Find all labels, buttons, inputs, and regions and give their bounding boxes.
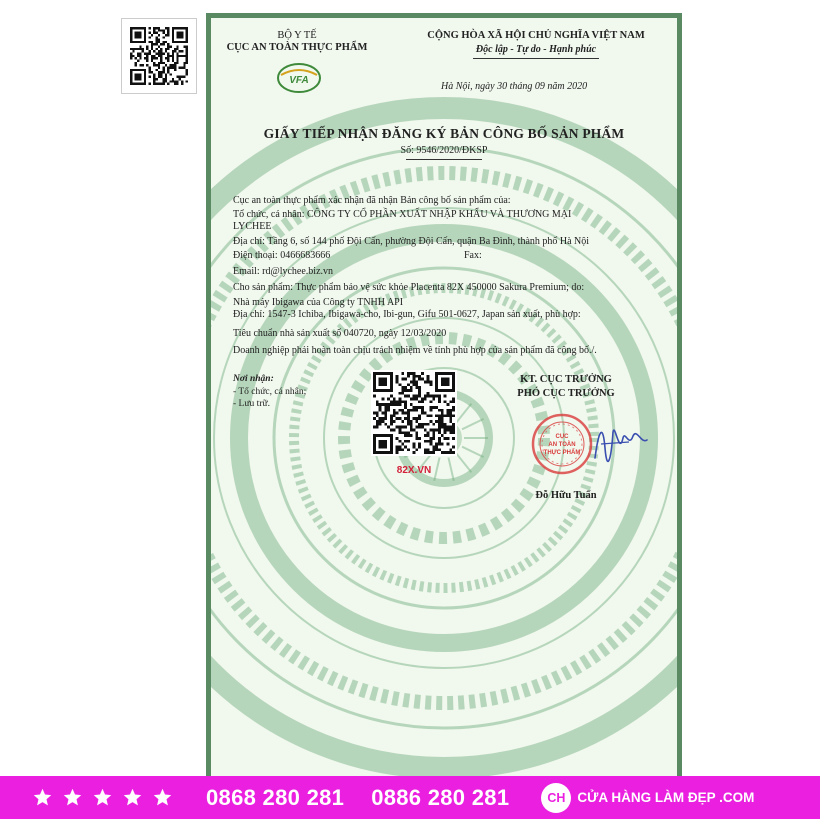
signer-position-2: PHÓ CỤC TRƯỞNG — [517, 388, 615, 399]
body-line: Email: rd@lychee.biz.vn — [233, 266, 334, 277]
nation-name: CỘNG HÒA XÃ HỘI CHỦ NGHĨA VIỆT NAM — [427, 30, 645, 41]
body-line: Cho sản phẩm: Thực phẩm bảo vệ sức khỏe Placenta 82X 450000 Sakura Premium; do: — [233, 282, 585, 293]
star-icon — [92, 787, 113, 808]
brand-name: CỬA HÀNG LÀM ĐẸP .COM — [577, 790, 755, 805]
recipient-item: - Tổ chức, cá nhân; — [233, 387, 307, 397]
qr-code-large — [371, 370, 457, 456]
ministry-name: BỘ Y TẾ — [277, 30, 317, 41]
star-icon — [32, 787, 53, 808]
motto-underline — [473, 58, 599, 59]
vfa-logo-text: VFA — [289, 75, 309, 86]
recipient-item: - Lưu trữ. — [233, 399, 270, 409]
signer-name: Đỗ Hữu Tuấn — [535, 490, 597, 501]
recipients-title: Nơi nhận: — [233, 374, 274, 384]
star-icon — [122, 787, 143, 808]
brand-logo-icon: CH — [541, 783, 571, 813]
body-line: LYCHEE — [233, 221, 272, 232]
phone-number-1[interactable]: 0868 280 281 — [206, 784, 345, 810]
star-icon — [152, 787, 173, 808]
store-brand[interactable] — [541, 783, 754, 813]
body-line: Nhà máy Ibigawa của Công ty TNHH API — [233, 297, 404, 308]
official-stamp — [531, 413, 593, 475]
national-motto: Độc lập - Tự do - Hạnh phúc — [475, 44, 597, 55]
document-number: Số: 9546/2020/ĐKSP — [400, 145, 488, 156]
vfa-logo — [277, 63, 321, 93]
title-underline — [406, 159, 482, 160]
handwritten-signature — [589, 418, 651, 466]
document-title: GIẤY TIẾP NHẬN ĐĂNG KÝ BẢN CÔNG BỐ SẢN PHẨM — [263, 126, 625, 141]
rating-stars — [32, 787, 173, 808]
contact-bar — [0, 776, 820, 819]
certificate-document — [206, 13, 682, 783]
body-line: Cục an toàn thực phẩm xác nhận đã nhận Bản công bố sản phẩm của: — [233, 195, 511, 206]
body-line: Địa chỉ: 1547-3 Ichiba, Ibigawa-cho, Ibi-gun, Gifu 501-0627, Japan sản xuất, phù hợp: — [233, 309, 581, 320]
qr-code-small-graphic — [130, 27, 188, 85]
stamp-text-1: CỤC — [555, 434, 569, 440]
phone-number-2[interactable]: 0886 280 281 — [371, 784, 510, 810]
body-line: Tổ chức, cá nhân: CÔNG TY CỔ PHẦN XUẤT NHẬP KHẨU VÀ THƯƠNG MẠI — [233, 209, 572, 220]
body-line: Địa chỉ: Tầng 6, số 144 phố Đội Cấn, phường Đội Cấn, quận Ba Đình, thành phố Hà Nội — [233, 236, 590, 247]
qr-code-large-graphic — [373, 372, 455, 454]
body-line: Điện thoại: 0466683666 — [233, 250, 331, 261]
website-label: 82X.VN — [396, 465, 432, 476]
issue-date: Hà Nội, ngày 30 tháng 09 năm 2020 — [441, 81, 588, 92]
stamp-text-3: THỰC PHẨM — [543, 450, 581, 456]
signer-position-1: KT. CỤC TRƯỞNG — [520, 374, 612, 385]
stamp-text-2: AN TOÀN — [548, 442, 576, 448]
agency-name: CỤC AN TOÀN THỰC PHẨM — [226, 42, 368, 53]
body-line: Doanh nghiệp phải hoàn toàn chịu trách nhiệm về tính phù hợp của sản phẩm đã công bố./. — [233, 345, 597, 356]
fax-label: Fax: — [464, 250, 482, 261]
qr-code-small — [121, 18, 197, 94]
star-icon — [62, 787, 83, 808]
body-line: Tiêu chuẩn nhà sản xuất số 040720, ngày 12/03/2020 — [233, 328, 447, 339]
